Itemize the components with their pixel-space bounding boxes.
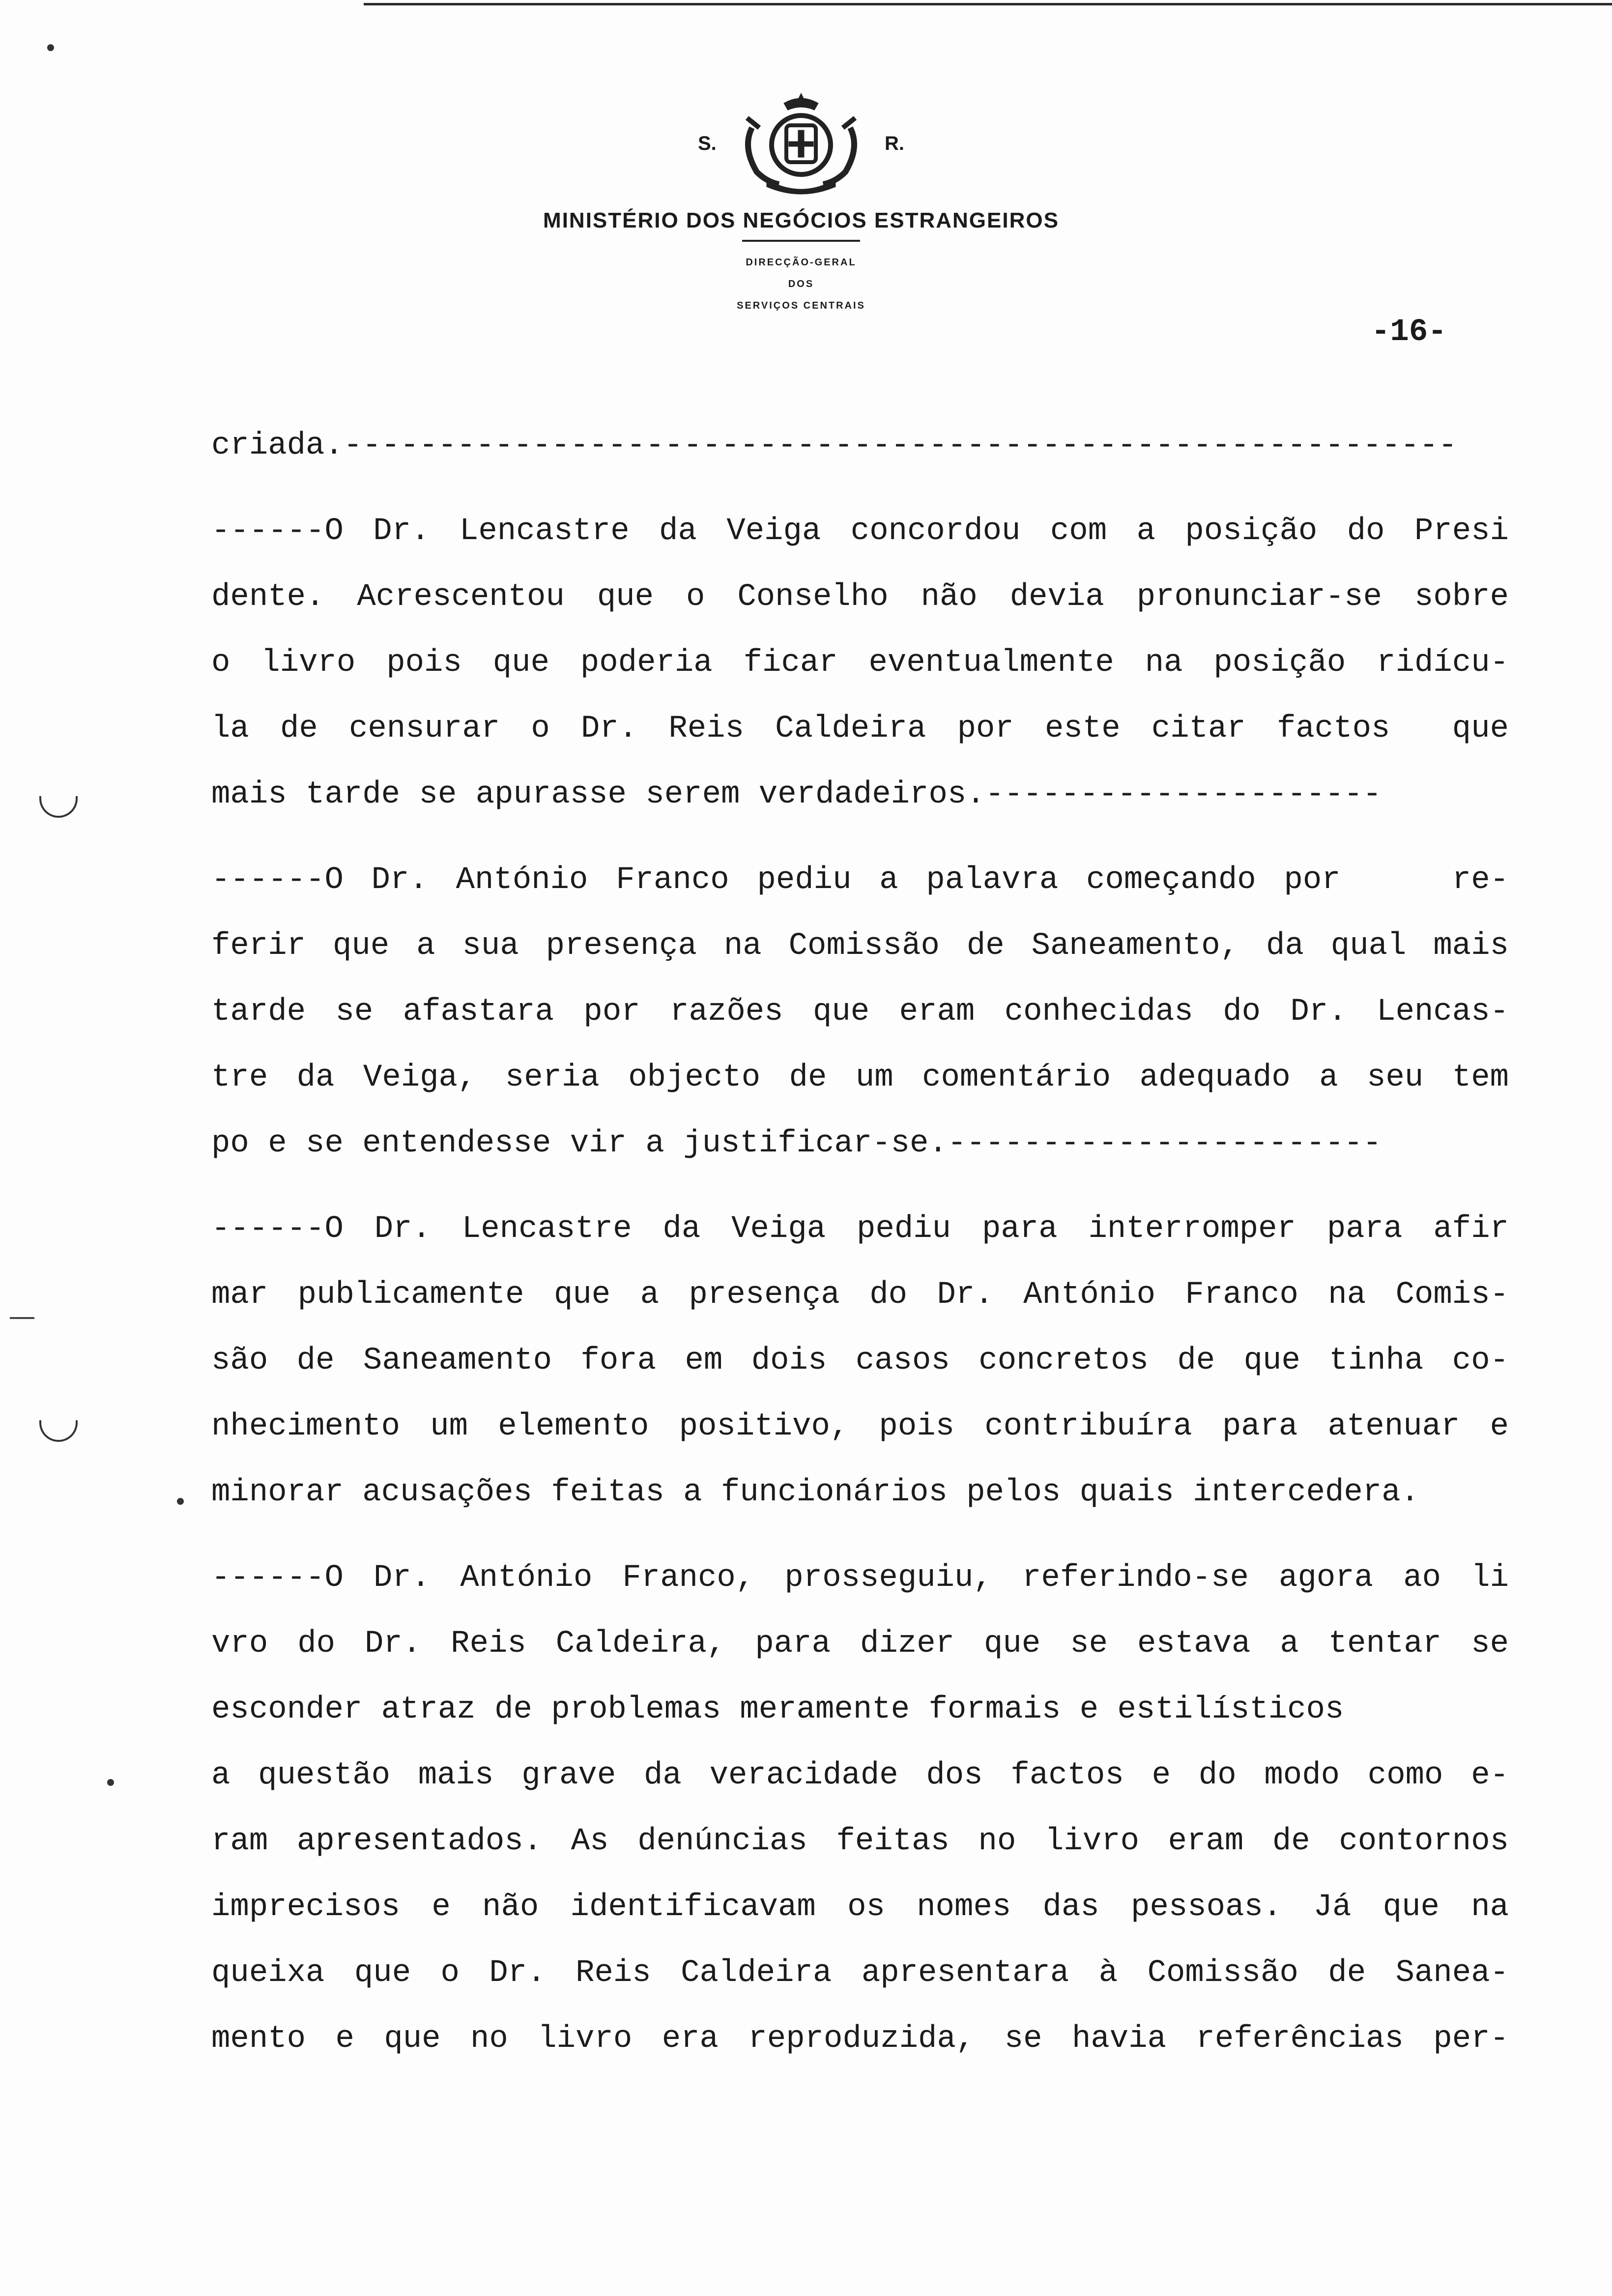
paragraph bbox=[211, 498, 1509, 828]
text-line: mais tarde se apurasse serem verdadeiros.--------------------- bbox=[211, 777, 1382, 812]
text-line: mento e que no livro era reproduzida, se havia referências per- bbox=[211, 2021, 1509, 2057]
paragraph bbox=[211, 1545, 1509, 2072]
text-line: minorar acusações feitas a funcionários pelos quais intercedera. bbox=[211, 1475, 1419, 1510]
text-line: tarde se afastara por razões que eram conhecidas do Dr. Lencas- bbox=[211, 994, 1509, 1030]
text-line: criada.----------------------------------------------------------- bbox=[211, 428, 1457, 463]
paragraph bbox=[211, 1196, 1509, 1525]
text-line: ------O Dr. António Franco, prosseguiu, referindo-se agora ao li bbox=[211, 1560, 1509, 1596]
letterhead-initial-left: S. bbox=[698, 133, 717, 154]
paragraph bbox=[211, 413, 1509, 479]
text-line: o livro pois que poderia ficar eventualmente na posição ridícu- bbox=[211, 645, 1509, 681]
text-line: ------O Dr. Lencastre da Veiga concordou com a posição do Presi bbox=[211, 514, 1509, 549]
margin-punch-mark bbox=[39, 1420, 78, 1442]
department-line-2: DOS bbox=[788, 279, 814, 289]
paragraph bbox=[211, 847, 1509, 1177]
document-body bbox=[211, 413, 1509, 2072]
text-line: a questão mais grave da veracidade dos factos e do modo como e- bbox=[211, 1758, 1509, 1793]
crest-row bbox=[491, 88, 1111, 206]
margin-dot bbox=[47, 44, 54, 51]
text-line: ram apresentados. As denúncias feitas no livro eram de contornos bbox=[211, 1824, 1509, 1859]
top-border-line bbox=[364, 3, 1612, 5]
text-line: mar publicamente que a presença do Dr. António Franco na Comis- bbox=[211, 1277, 1509, 1313]
text-line: são de Saneamento fora em dois casos concretos de que tinha co- bbox=[211, 1343, 1509, 1378]
text-line: queixa que o Dr. Reis Caldeira apresentara à Comissão de Sanea- bbox=[211, 1955, 1509, 1991]
margin-punch-mark bbox=[39, 796, 78, 818]
department-line-1: DIRECÇÃO-GERAL bbox=[746, 257, 857, 268]
margin-dot bbox=[177, 1498, 184, 1505]
ministry-name: MINISTÉRIO DOS NEGÓCIOS ESTRANGEIROS bbox=[543, 208, 1059, 232]
margin-dot bbox=[107, 1779, 114, 1786]
coat-of-arms-icon bbox=[737, 88, 865, 197]
text-line: po e se entendesse vir a justificar-se.----------------------- bbox=[211, 1126, 1382, 1161]
text-line: esconder atraz de problemas meramente formais e estilísticos bbox=[211, 1692, 1344, 1727]
text-line: ferir que a sua presença na Comissão de Saneamento, da qual mais bbox=[211, 928, 1509, 964]
letterhead-initial-right: R. bbox=[885, 133, 904, 154]
text-line: nhecimento um elemento positivo, pois contribuíra para atenuar e bbox=[211, 1409, 1509, 1444]
page-number: -16- bbox=[1371, 315, 1447, 350]
letterhead-rule bbox=[742, 240, 860, 242]
text-line: tre da Veiga, seria objecto de um comentário adequado a seu tem bbox=[211, 1060, 1509, 1095]
text-line: imprecisos e não identificavam os nomes das pessoas. Já que na bbox=[211, 1890, 1509, 1925]
text-line: ------O Dr. António Franco pediu a palavra começando por re- bbox=[211, 862, 1509, 898]
text-line: ------O Dr. Lencastre da Veiga pediu para interromper para afir bbox=[211, 1211, 1509, 1247]
letterhead bbox=[491, 88, 1111, 316]
text-line: dente. Acrescentou que o Conselho não devia pronunciar-se sobre bbox=[211, 579, 1509, 615]
margin-dash bbox=[10, 1317, 34, 1319]
text-line: vro do Dr. Reis Caldeira, para dizer que se estava a tentar se bbox=[211, 1626, 1509, 1662]
text-line: la de censurar o Dr. Reis Caldeira por este citar factos que bbox=[211, 711, 1509, 746]
department-line-3: SERVIÇOS CENTRAIS bbox=[737, 300, 865, 311]
